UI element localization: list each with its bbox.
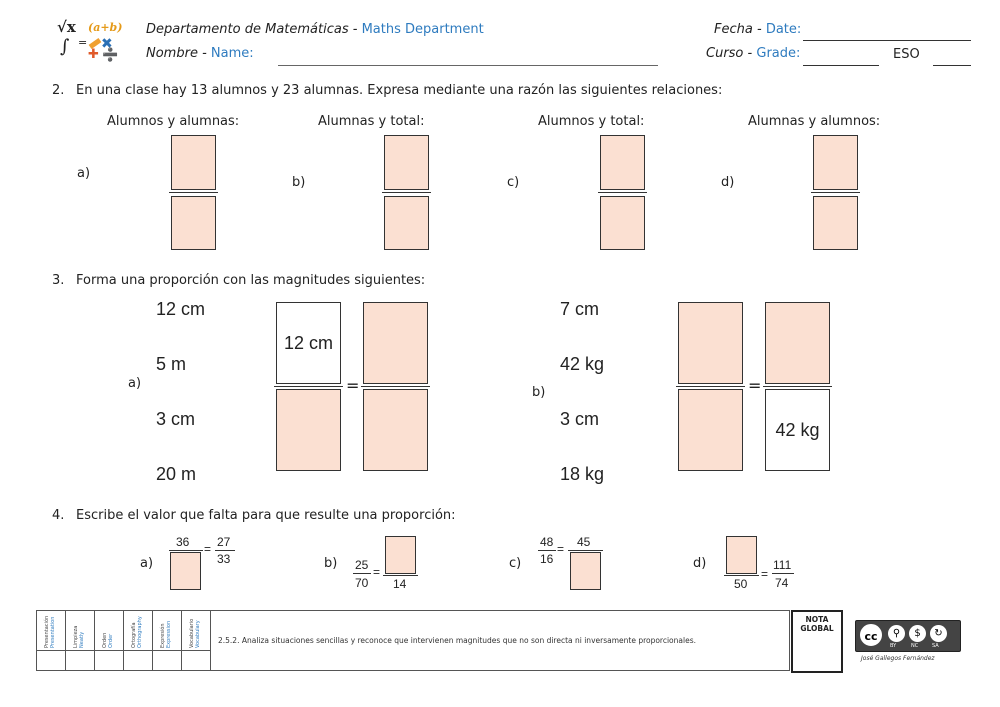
- question-number: 3.: [52, 273, 65, 288]
- fraction-line: [169, 550, 203, 551]
- denominator-d1: 50: [734, 577, 748, 591]
- group-field[interactable]: [933, 65, 971, 66]
- rubric-col-sep: [65, 610, 66, 671]
- ratio-title-d: Alumnas y alumnos:: [748, 114, 881, 129]
- global-label: GLOBAL: [800, 624, 834, 633]
- denominator-box-a1[interactable]: [276, 389, 341, 471]
- fraction-line-b2: [763, 386, 832, 387]
- given-denominator-b: 42 kg: [765, 389, 830, 471]
- proportion-label-a: a): [128, 376, 142, 391]
- cc-license-badge[interactable]: [855, 620, 961, 652]
- rubric-col-sep: [152, 610, 153, 671]
- question-text: Forma una proporción con las magnitudes siguientes:: [76, 273, 426, 288]
- plus-logo-icon: ✚: [88, 47, 99, 62]
- department-title: Departamento de Matemáticas - Maths Department: [146, 22, 484, 37]
- fraction-line-a: [169, 192, 218, 193]
- numerator-box-a2[interactable]: [363, 302, 428, 384]
- question-text: Escribe el valor que falta para que resulte una proporción:: [76, 508, 456, 523]
- rubric-header-expression: Expresión Expression: [160, 620, 172, 648]
- numerator-c1: 48: [540, 535, 554, 549]
- rubric-header-neatly: Limpieza Neatly: [73, 625, 85, 648]
- assessment-criterion: 2.5.2. Analiza situaciones sencillas y reconoce que intervienen magnitudes que no son directa ni inversamente proporcionales.: [218, 636, 696, 645]
- question-text: En una clase hay 13 alumnos y 23 alumnas. Expresa mediante una razón las siguientes relaciones:: [76, 83, 723, 98]
- missing-label-d: d): [693, 556, 707, 571]
- magnitude-b-4: 18 kg: [560, 464, 605, 484]
- ratio-label-b: b): [292, 175, 306, 190]
- equals-sign-b: =: [748, 376, 762, 395]
- magnitude-b-2: 42 kg: [560, 354, 605, 374]
- fraction-line: [724, 575, 759, 576]
- date-field[interactable]: [803, 40, 971, 41]
- numerator-box-b[interactable]: [384, 135, 429, 190]
- sa-label: SA: [932, 643, 939, 649]
- ab-logo-text: (a+b): [88, 21, 123, 34]
- nc-label: NC: [911, 643, 919, 649]
- integral-logo-text: ∫: [60, 36, 70, 57]
- rubric-header-presentation: Presentación Presentation: [44, 615, 56, 648]
- fraction-line-b1: [676, 386, 745, 387]
- divide-logo-icon: ➗: [102, 48, 119, 63]
- ratio-title-b: Alumnas y total:: [318, 114, 425, 129]
- fraction-line-a1: [274, 386, 343, 387]
- by-label: BY: [890, 643, 897, 649]
- ratio-label-d: d): [721, 175, 735, 190]
- denominator-box-b1[interactable]: [678, 389, 743, 471]
- nc-icon: $: [909, 625, 926, 642]
- equals-sign: =: [761, 567, 769, 581]
- denominator-box-a2[interactable]: [363, 389, 428, 471]
- ratio-title-c: Alumnos y total:: [538, 114, 645, 129]
- numerator-box-c[interactable]: [600, 135, 645, 190]
- fraction-line: [538, 550, 556, 551]
- rubric-col-sep: [123, 610, 124, 671]
- magnitude-a-3: 3 cm: [156, 409, 196, 429]
- name-field[interactable]: [278, 65, 658, 66]
- missing-denominator-c[interactable]: [570, 552, 601, 590]
- numerator-c2: 45: [577, 535, 591, 549]
- fraction-line-d: [811, 192, 860, 193]
- grade-label: Curso - Grade:: [706, 46, 801, 61]
- denominator-a2: 33: [217, 552, 231, 566]
- denominator-b1: 70: [355, 576, 369, 590]
- fraction-line: [383, 575, 418, 576]
- denominator-c1: 16: [540, 552, 554, 566]
- fraction-line: [772, 573, 794, 574]
- missing-numerator-d[interactable]: [726, 536, 757, 574]
- equals-sign-a: =: [346, 376, 360, 395]
- fraction-line-a2: [361, 386, 430, 387]
- given-numerator-a: 12 cm: [276, 302, 341, 384]
- times-logo-icon: ✖: [101, 36, 113, 52]
- rubric-col-sep: [94, 610, 95, 671]
- numerator-a2: 27: [217, 535, 231, 549]
- equals-sign: =: [373, 565, 381, 579]
- denominator-box-a[interactable]: [171, 196, 216, 250]
- equals-logo-icon: =: [78, 36, 88, 49]
- by-icon: ⚲: [888, 625, 905, 642]
- numerator-box-b1[interactable]: [678, 302, 743, 384]
- denominator-d2: 74: [775, 576, 789, 590]
- denominator-b2: 14: [393, 577, 407, 591]
- ratio-label-a: a): [77, 166, 91, 181]
- numerator-a1: 36: [176, 535, 190, 549]
- rubric-col-sep: [181, 610, 182, 671]
- missing-numerator-b[interactable]: [385, 536, 416, 574]
- numerator-box-b2[interactable]: [765, 302, 830, 384]
- author-credit: José Gallegos Fernández: [861, 655, 935, 662]
- grade-field[interactable]: [803, 65, 879, 66]
- equals-sign: =: [557, 542, 565, 556]
- eso-label: ESO: [893, 47, 920, 62]
- numerator-d2: 111: [773, 558, 792, 572]
- rubric-header-order: Orden Order: [102, 632, 114, 648]
- fraction-line-b: [382, 192, 431, 193]
- rubric-header-orthography: Ortografía Orthography: [131, 616, 143, 648]
- nota-label: NOTA: [805, 615, 829, 624]
- magnitude-b-3: 3 cm: [560, 409, 600, 429]
- global-grade-box[interactable]: [791, 610, 843, 673]
- magnitude-a-1: 12 cm: [156, 299, 206, 319]
- magnitude-a-2: 5 m: [156, 354, 187, 374]
- rubric-header-vocabulary: Vocabulario Vocabulary: [189, 618, 201, 648]
- denominator-box-c[interactable]: [600, 196, 645, 250]
- missing-label-b: b): [324, 556, 338, 571]
- missing-label-a: a): [140, 556, 154, 571]
- question-number: 4.: [52, 508, 65, 523]
- rubric-col-sep: [210, 610, 211, 671]
- numerator-box-a[interactable]: [171, 135, 216, 190]
- equals-sign: =: [204, 542, 212, 556]
- sqrt-x-logo-text: √x: [57, 18, 76, 36]
- sa-icon: ↻: [930, 625, 947, 642]
- fraction-line: [353, 573, 371, 574]
- missing-label-c: c): [509, 556, 522, 571]
- proportion-label-b: b): [532, 385, 546, 400]
- missing-denominator-a[interactable]: [170, 552, 201, 590]
- fraction-line: [568, 550, 603, 551]
- fraction-line: [215, 550, 235, 551]
- denominator-box-d[interactable]: [813, 196, 858, 250]
- cc-icon: cc: [860, 624, 882, 646]
- numerator-b1: 25: [355, 558, 369, 572]
- question-number: 2.: [52, 83, 65, 98]
- fraction-line-c: [598, 192, 647, 193]
- name-label: Nombre - Name:: [146, 46, 254, 61]
- ratio-label-c: c): [507, 175, 520, 190]
- magnitude-b-1: 7 cm: [560, 299, 600, 319]
- magnitude-a-4: 20 m: [156, 464, 197, 484]
- date-label: Fecha - Date:: [714, 22, 802, 37]
- ratio-title-a: Alumnos y alumnas:: [107, 114, 240, 129]
- numerator-box-d[interactable]: [813, 135, 858, 190]
- denominator-box-b[interactable]: [384, 196, 429, 250]
